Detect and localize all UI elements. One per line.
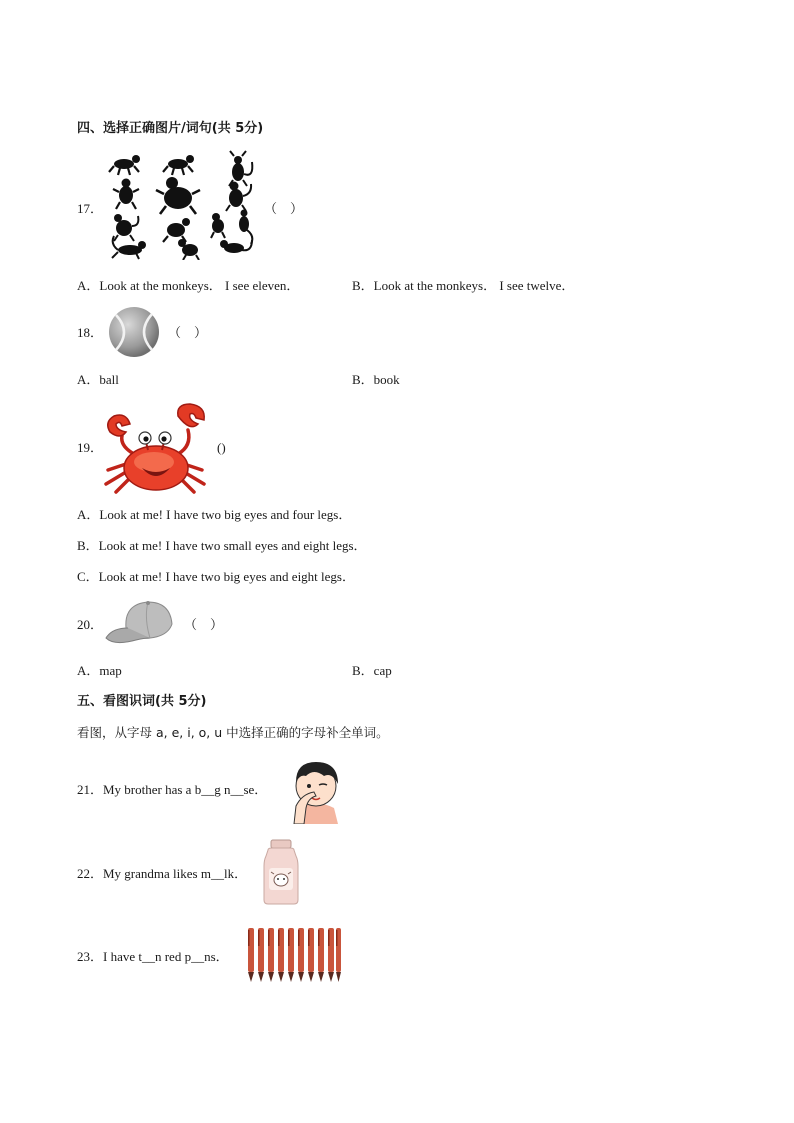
question-18-option-a[interactable]: A．ball	[77, 372, 119, 387]
question-23-text: 23．I have t__n red p__ns．	[77, 949, 229, 964]
question-19-answer-paren[interactable]: ()	[217, 440, 226, 455]
question-21-text: 21．My brother has a b__g n__se．	[77, 782, 268, 797]
section-5-title: 五、看图识词(共 5分)	[77, 694, 207, 709]
question-17-option-a[interactable]: A．Look at the monkeys． I see eleven．	[77, 278, 300, 293]
question-20-option-a[interactable]: A．map	[77, 663, 122, 678]
question-17-number: 17．	[77, 201, 104, 216]
question-19-option-a[interactable]: A．Look at me! I have two big eyes and four legs．	[77, 507, 352, 522]
cap-illustration	[104, 598, 174, 648]
question-18-answer-paren[interactable]: （ ）	[168, 325, 208, 340]
tennis-ball-illustration	[108, 306, 160, 358]
crab-illustration	[96, 402, 216, 496]
question-18-option-b[interactable]: B．book	[352, 372, 400, 387]
section-5-instruction: 看图，从字母 a, e, i, o, u 中选择正确的字母补全单词。	[77, 725, 389, 740]
question-19-option-b[interactable]: B．Look at me! I have two small eyes and eight legs．	[77, 538, 367, 553]
question-17-answer-paren[interactable]: （ ）	[264, 201, 304, 216]
question-19-number: 19．	[77, 440, 104, 455]
red-pens-illustration	[246, 926, 342, 984]
section-4-title: 四、选择正确图片/词句(共 5分)	[77, 121, 264, 136]
question-18-number: 18．	[77, 325, 104, 340]
question-19-option-c[interactable]: C．Look at me! I have two big eyes and eight legs．	[77, 569, 355, 584]
question-22-text: 22．My grandma likes m__lk．	[77, 866, 248, 881]
milk-bottle-illustration	[260, 838, 302, 906]
boy-pointing-nose-illustration	[284, 754, 346, 824]
question-17-option-b[interactable]: B．Look at the monkeys． I see twelve．	[352, 278, 575, 293]
question-20-answer-paren[interactable]: （ ）	[184, 617, 224, 632]
question-20-number: 20．	[77, 617, 104, 632]
question-20-option-b[interactable]: B．cap	[352, 663, 392, 678]
monkeys-illustration	[106, 150, 258, 260]
